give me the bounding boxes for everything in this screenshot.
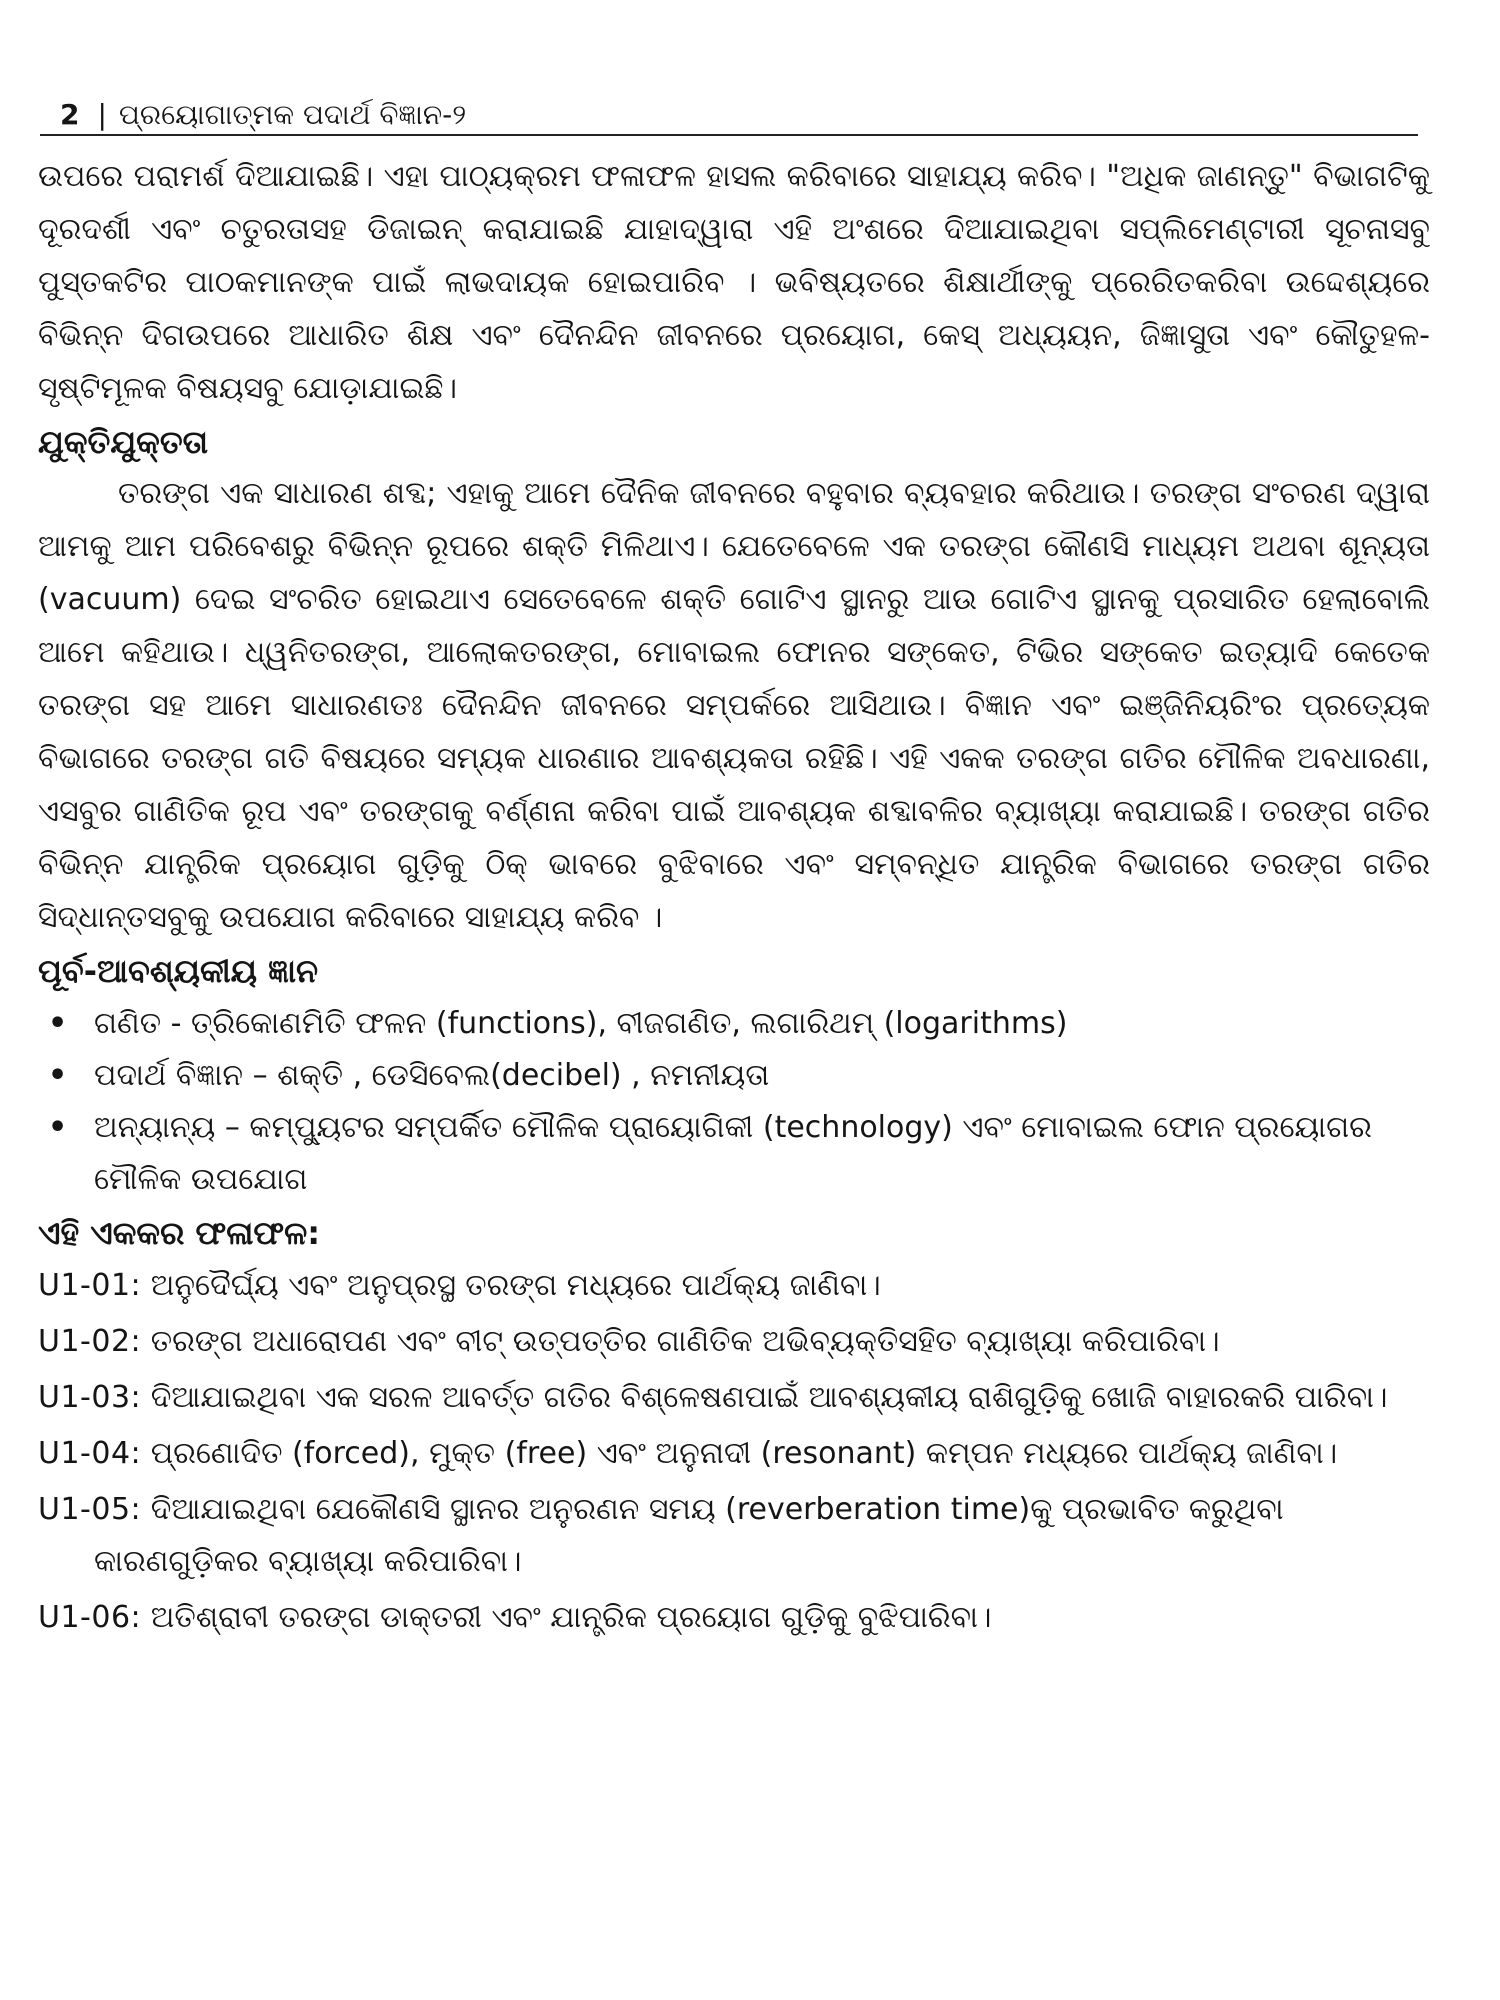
prerequisite-text: ଅନ୍ୟାନ୍ୟ – କମ୍ପ୍ୟୁଟର ସମ୍ପର୍କିତ ମୌଳିକ ପ୍ରାୟୋଗିକୀ (technology) ଏବଂ ମୋବାଇଲ ଫୋନ ପ୍ରୟୋଗର ମୌଳିକ ଉପଯୋଗ: [94, 1110, 1372, 1197]
outcome-code: U1-06:: [38, 1600, 142, 1635]
prerequisite-text: ଗଣିତ - ତ୍ରିକୋଣମିତି ଫଳନ (functions), ବୀଜଗଣିତ, ଲଗାରିଥମ୍ (logarithms): [94, 1006, 1068, 1041]
page-content: [38, 150, 1430, 1648]
prerequisite-text: ପଦାର୍ଥ ବିଜ୍ଞାନ – ଶକ୍ତି , ଡେସିବେଲ(decibel) , ନମନୀୟତା: [94, 1058, 770, 1093]
bullet-icon: •: [48, 1006, 68, 1041]
outcome-item: [38, 1484, 1430, 1588]
outcome-item: [38, 1316, 1430, 1368]
outcome-code: U1-01:: [38, 1268, 142, 1303]
book-title: ପ୍ରୟୋଗାତ୍ମକ ପଦାର୍ଥ ବିଜ୍ଞାନ-୨: [118, 98, 467, 131]
outcome-text: ପ୍ରଣୋଦିତ (forced), ମୁକ୍ତ (free) ଏବଂ ଅନୁନାଦୀ (resonant) କମ୍ପନ ମଧ୍ୟରେ ପାର୍ଥକ୍ୟ ଜାଣିବା।: [150, 1436, 1338, 1471]
outcomes-list: [38, 1260, 1430, 1644]
list-item: [38, 1102, 1430, 1206]
rationale-heading: ଯୁକ୍ତିଯୁକ୍ତତା: [38, 423, 209, 461]
list-item: [38, 998, 1430, 1050]
outcome-code: U1-04:: [38, 1436, 142, 1471]
outcome-code: U1-05:: [38, 1492, 142, 1527]
prerequisites-list: [38, 998, 1430, 1206]
prerequisites-heading: ପୂର୍ବ-ଆବଶ୍ୟକୀୟ ଜ୍ଞାନ: [38, 952, 319, 990]
outcome-text: ଅତିଶ୍ରାବୀ ତରଙ୍ଗ ଡାକ୍ତରୀ ଏବଂ ଯାନ୍ତ୍ରିକ ପ୍ରୟୋଗ ଗୁଡ଼ିକୁ ବୁଝିପାରିବା।: [150, 1600, 992, 1635]
page-header: [40, 94, 1418, 136]
header-separator: |: [97, 98, 107, 131]
bullet-icon: •: [48, 1110, 68, 1145]
outcomes-heading: ଏହି ଏକକର ଫଳାଫଳ:: [38, 1214, 320, 1252]
list-item: [38, 1050, 1430, 1102]
outcome-item: [38, 1428, 1430, 1480]
intro-paragraph: ଉପରେ ପରାମର୍ଶ ଦିଆଯାଇଛି। ଏହା ପାଠ୍ୟକ୍ରମ ଫଳାଫଳ ହାସଲ କରିବାରେ ସାହାଯ୍ୟ କରିବ। "ଅଧିକ ଜାଣନ୍ତୁ" ବିଭାଗଟିକୁ ଦୂରଦର୍ଶୀ ଏବଂ ଚତୁରତାସହ ଡିଜାଇନ୍ କରାଯାଇଛି ଯାହାଦ୍ୱାରା ଏହି ଅଂଶରେ ଦିଆଯାଇଥିବା ସପ୍ଲିମେଣ୍ଟାରୀ ସୂଚନାସବୁ ପୁସ୍ତକଟିର ପାଠକମାନଙ୍କ ପାଇଁ ଲାଭଦାୟକ ହୋଇପାରିବ । ଭବିଷ୍ୟତରେ ଶିକ୍ଷାର୍ଥୀଙ୍କୁ ପ୍ରେରିତକରିବା ଉଦ୍ଦେଶ୍ୟରେ ବିଭିନ୍ନ ଦିଗଉପରେ ଆଧାରିତ ଶିକ୍ଷ ଏବଂ ଦୈନନ୍ଦିନ ଜୀବନରେ ପ୍ରୟୋଗ, କେସ୍ ଅଧ୍ୟୟନ, ଜିଜ୍ଞାସୁତା ଏବଂ କୌତୁହଳ-ସୃଷ୍ଟିମୂଳକ ବିଷୟସବୁ ଯୋଡ଼ାଯାଇଛି।: [38, 159, 1430, 406]
outcome-text: ଦିଆଯାଇଥିବା ଯେକୌଣସି ସ୍ଥାନର ଅନୁରଣନ ସମୟ (reverberation time)କୁ ପ୍ରଭାବିତ କରୁଥିବା କାରଣଗୁଡ଼ିକର ବ୍ୟାଖ୍ୟା କରିପାରିବା।: [94, 1492, 1284, 1579]
outcome-code: U1-02:: [38, 1324, 142, 1359]
outcome-item: [38, 1592, 1430, 1644]
rationale-paragraph: ତରଙ୍ଗ ଏକ ସାଧାରଣ ଶବ୍ଦ; ଏହାକୁ ଆମେ ଦୈନିକ ଜୀବନରେ ବହୁବାର ବ୍ୟବହାର କରିଥାଉ। ତରଙ୍ଗ ସଂଚରଣ ଦ୍ୱାରା ଆମକୁ ଆମ ପରିବେଶରୁ ବିଭିନ୍ନ ରୂପରେ ଶକ୍ତି ମିଳିଥାଏ। ଯେତେବେଳେ ଏକ ତରଙ୍ଗ କୌଣସି ମାଧ୍ୟମ ଅଥବା ଶୂନ୍ୟତା (vacuum) ଦେଇ ସଂଚରିତ ହୋଇଥାଏ ସେତେବେଳେ ଶକ୍ତି ଗୋଟିଏ ସ୍ଥାନରୁ ଆଉ ଗୋଟିଏ ସ୍ଥାନକୁ ପ୍ରସାରିତ ହେଲାବୋଲି ଆମେ କହିଥାଉ। ଧ୍ୱନିତରଙ୍ଗ, ଆଲୋକତରଙ୍ଗ, ମୋବାଇଲ ଫୋନର ସଙ୍କେତ, ଟିଭିର ସଙ୍କେତ ଇତ୍ୟାଦି କେତେକ ତରଙ୍ଗ ସହ ଆମେ ସାଧାରଣତଃ ଦୈନନ୍ଦିନ ଜୀବନରେ ସମ୍ପର୍କରେ ଆସିଥାଉ। ବିଜ୍ଞାନ ଏବଂ ଇଞ୍ଜିନିୟରିଂର ପ୍ରତ୍ୟେକ ବିଭାଗରେ ତରଙ୍ଗ ଗତି ବିଷୟରେ ସମ୍ୟକ ଧାରଣାର ଆବଶ୍ୟକତା ରହିଛି। ଏହି ଏକକ ତରଙ୍ଗ ଗତିର ମୌଳିକ ଅବଧାରଣା, ଏସବୁର ଗାଣିତିକ ରୂପ ଏବଂ ତରଙ୍ଗକୁ ବର୍ଣ୍ଣନା କରିବା ପାଇଁ ଆବଶ୍ୟକ ଶବ୍ଦାବଳିର ବ୍ୟାଖ୍ୟା କରାଯାଇଛି। ତରଙ୍ଗ ଗତିର ବିଭିନ୍ନ ଯାନ୍ତ୍ରିକ ପ୍ରୟୋଗ ଗୁଡ଼ିକୁ ଠିକ୍ ଭାବରେ ବୁଝିବାରେ ଏବଂ ସମ୍ବନ୍ଧିତ ଯାନ୍ତ୍ରିକ ବିଭାଗରେ ତରଙ୍ଗ ଗତିର ସିଦ୍ଧାନ୍ତସବୁକୁ ଉପଯୋଗ କରିବାରେ ସାହାଯ୍ୟ କରିବ ।: [38, 476, 1430, 935]
outcome-item: [38, 1260, 1430, 1312]
outcome-code: U1-03:: [38, 1380, 142, 1415]
outcome-item: [38, 1372, 1430, 1424]
outcome-text: ତରଙ୍ଗ ଅଧାରୋପଣ ଏବଂ ବୀଟ୍ ଉତ୍ପତ୍ତିର ଗାଣିତିକ ଅଭିବ୍ୟକ୍ତିସହିତ ବ୍ୟାଖ୍ୟା କରିପାରିବା।: [150, 1324, 1220, 1359]
page-number: 2: [60, 98, 80, 131]
outcome-text: ଦିଆଯାଇଥିବା ଏକ ସରଳ ଆବର୍ତ୍ତ ଗତିର ବିଶ୍ଳେଷଣପାଇଁ ଆବଶ୍ୟକୀୟ ରାଶିଗୁଡ଼ିକୁ ଖୋଜି ବାହାରକରି ପାରିବା।: [150, 1380, 1388, 1415]
bullet-icon: •: [48, 1058, 68, 1093]
outcome-text: ଅନୁଦୈର୍ଘ୍ୟ ଏବଂ ଅନୁପ୍ରସ୍ଥ ତରଙ୍ଗ ମଧ୍ୟରେ ପାର୍ଥକ୍ୟ ଜାଣିବା।: [150, 1268, 881, 1303]
